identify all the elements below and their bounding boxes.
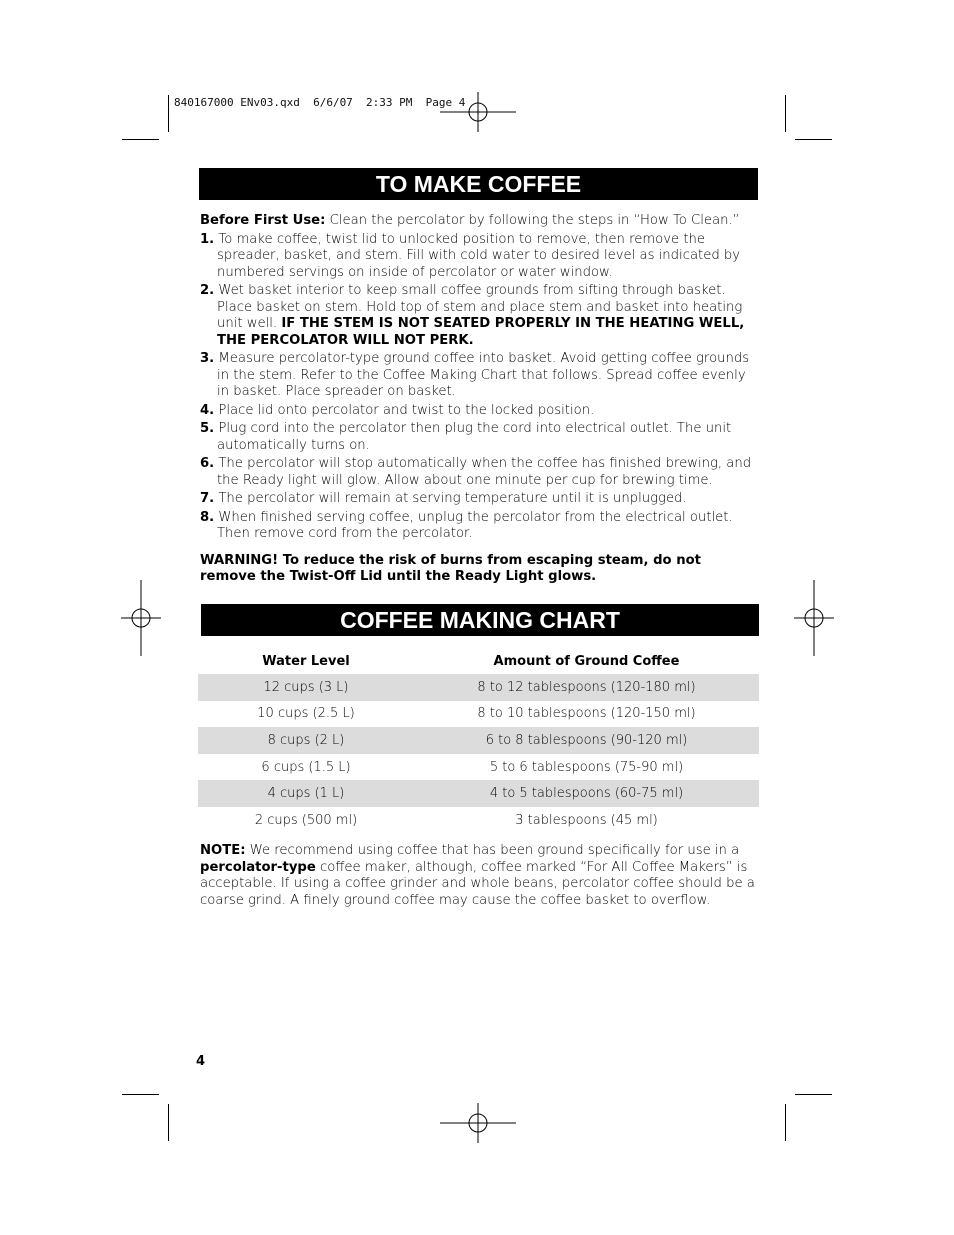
step-6: 6. The percolator will stop automatically when the coffee has finished brewing, and the Ready light will glow. Allow about one minute per cup for brewing time.: [200, 456, 752, 488]
before-first-use-text: Clean the percolator by following the steps in “How To Clean.”: [325, 213, 740, 228]
step-4: 4. Place lid onto percolator and twist to the locked position.: [200, 402, 595, 418]
ground-coffee-cell: 6 to 8 tablespoons (90-120 ml): [414, 727, 759, 754]
crop-mark: [795, 1094, 832, 1095]
before-first-use-label: Before First Use:: [200, 213, 326, 228]
page-number: 4: [196, 1054, 206, 1069]
registration-mark-icon: [121, 580, 161, 656]
warning: WARNING! To reduce the risk of burns from escaping steam, do not remove the Twist-Off Lid until the Ready Light glows.: [200, 552, 701, 584]
instructions: [200, 213, 760, 586]
table-row: [198, 674, 759, 701]
crop-mark: [122, 139, 159, 140]
water-level-cell: 2 cups (500 ml): [254, 812, 358, 828]
water-level-cell: 12 cups (3 L): [198, 674, 414, 701]
water-level-cell: 8 cups (2 L): [198, 727, 414, 754]
water-level-cell: 10 cups (2.5 L): [257, 706, 355, 722]
note-label: NOTE:: [200, 843, 246, 858]
table-row: [198, 754, 759, 781]
table-row: [198, 780, 759, 807]
before-first-use: [200, 213, 760, 230]
step-3: 3. Measure percolator-type ground coffee into basket. Avoid getting coffee grounds in the stem. Refer to the Coffee Making Chart that follows. Spread coffee evenly in basket. Place spreader on basket.: [200, 351, 750, 399]
crop-mark: [785, 1104, 786, 1141]
table-row: [198, 727, 759, 754]
ground-coffee-cell: 4 to 5 tablespoons (60-75 ml): [414, 780, 759, 807]
section-title-coffee-chart: COFFEE MAKING CHART: [201, 604, 759, 636]
water-level-cell: 4 cups (1 L): [198, 780, 414, 807]
table-header-row: [198, 648, 759, 674]
note-emphasis: percolator-type: [200, 859, 316, 875]
crop-mark: [168, 95, 169, 132]
ground-coffee-cell: 5 to 6 tablespoons (75-90 ml): [489, 759, 684, 775]
crop-mark: [122, 1094, 159, 1095]
registration-mark-icon: [440, 1103, 516, 1143]
registration-mark-icon: [794, 580, 834, 656]
crop-mark: [795, 139, 832, 140]
step-7: 7. The percolator will remain at serving temperature until it is unplugged.: [200, 491, 687, 506]
crop-mark: [168, 1104, 169, 1141]
section-title-make-coffee: TO MAKE COFFEE: [199, 168, 758, 200]
ground-coffee-cell: 8 to 12 tablespoons (120-180 ml): [414, 674, 759, 701]
column-header-ground-coffee: Amount of Ground Coffee: [493, 653, 680, 669]
water-level-cell: 6 cups (1.5 L): [261, 759, 351, 775]
step-2-caution: IF THE STEM IS NOT SEATED PROPERLY IN THE HEATING WELL, THE PERCOLATOR WILL NOT PERK.: [217, 316, 745, 348]
step-1: 1. To make coffee, twist lid to unlocked position to remove, then remove the spreader, basket, and stem. Fill with cold water to desired level as indicated by numbered servings on inside of percolator or water window.: [200, 231, 741, 280]
print-slug: 840167000 ENv03.qxd 6/6/07 2:33 PM Page 4: [174, 96, 466, 109]
column-header-water-level: Water Level: [262, 653, 350, 669]
step-2: 2. Wet basket interior to keep small coffee grounds from sifting through basket. Place basket on stem. Hold top of stem and place stem and basket into heating unit well. IF THE STEM IS NOT SEATED PROPERLY IN THE HEATING WELL, THE PERCOLATOR WILL NOT PERK.: [200, 283, 745, 348]
table-row: [198, 807, 759, 834]
step-5: 5. Plug cord into the percolator then plug the cord into electrical outlet. The unit automatically turns on.: [200, 421, 732, 453]
ground-coffee-cell: 8 to 10 tablespoons (120-150 ml): [477, 706, 696, 722]
note: NOTE: We recommend using coffee that has been ground specifically for use in a percolator-type coffee maker, although, coffee marked “For All Coffee Makers” is acceptable. If using a coffee grinder and whole beans, percolator coffee should be a coarse grind. A finely ground coffee may cause the coffee basket to overflow.: [200, 843, 755, 908]
ground-coffee-cell: 3 tablespoons (45 ml): [515, 812, 658, 828]
table-row: [198, 701, 759, 728]
coffee-making-table: [198, 648, 759, 834]
crop-mark: [785, 95, 786, 132]
step-8: 8. When finished serving coffee, unplug the percolator from the electrical outlet. Then remove cord from the percolator.: [200, 509, 733, 541]
registration-mark-icon: [440, 92, 516, 132]
